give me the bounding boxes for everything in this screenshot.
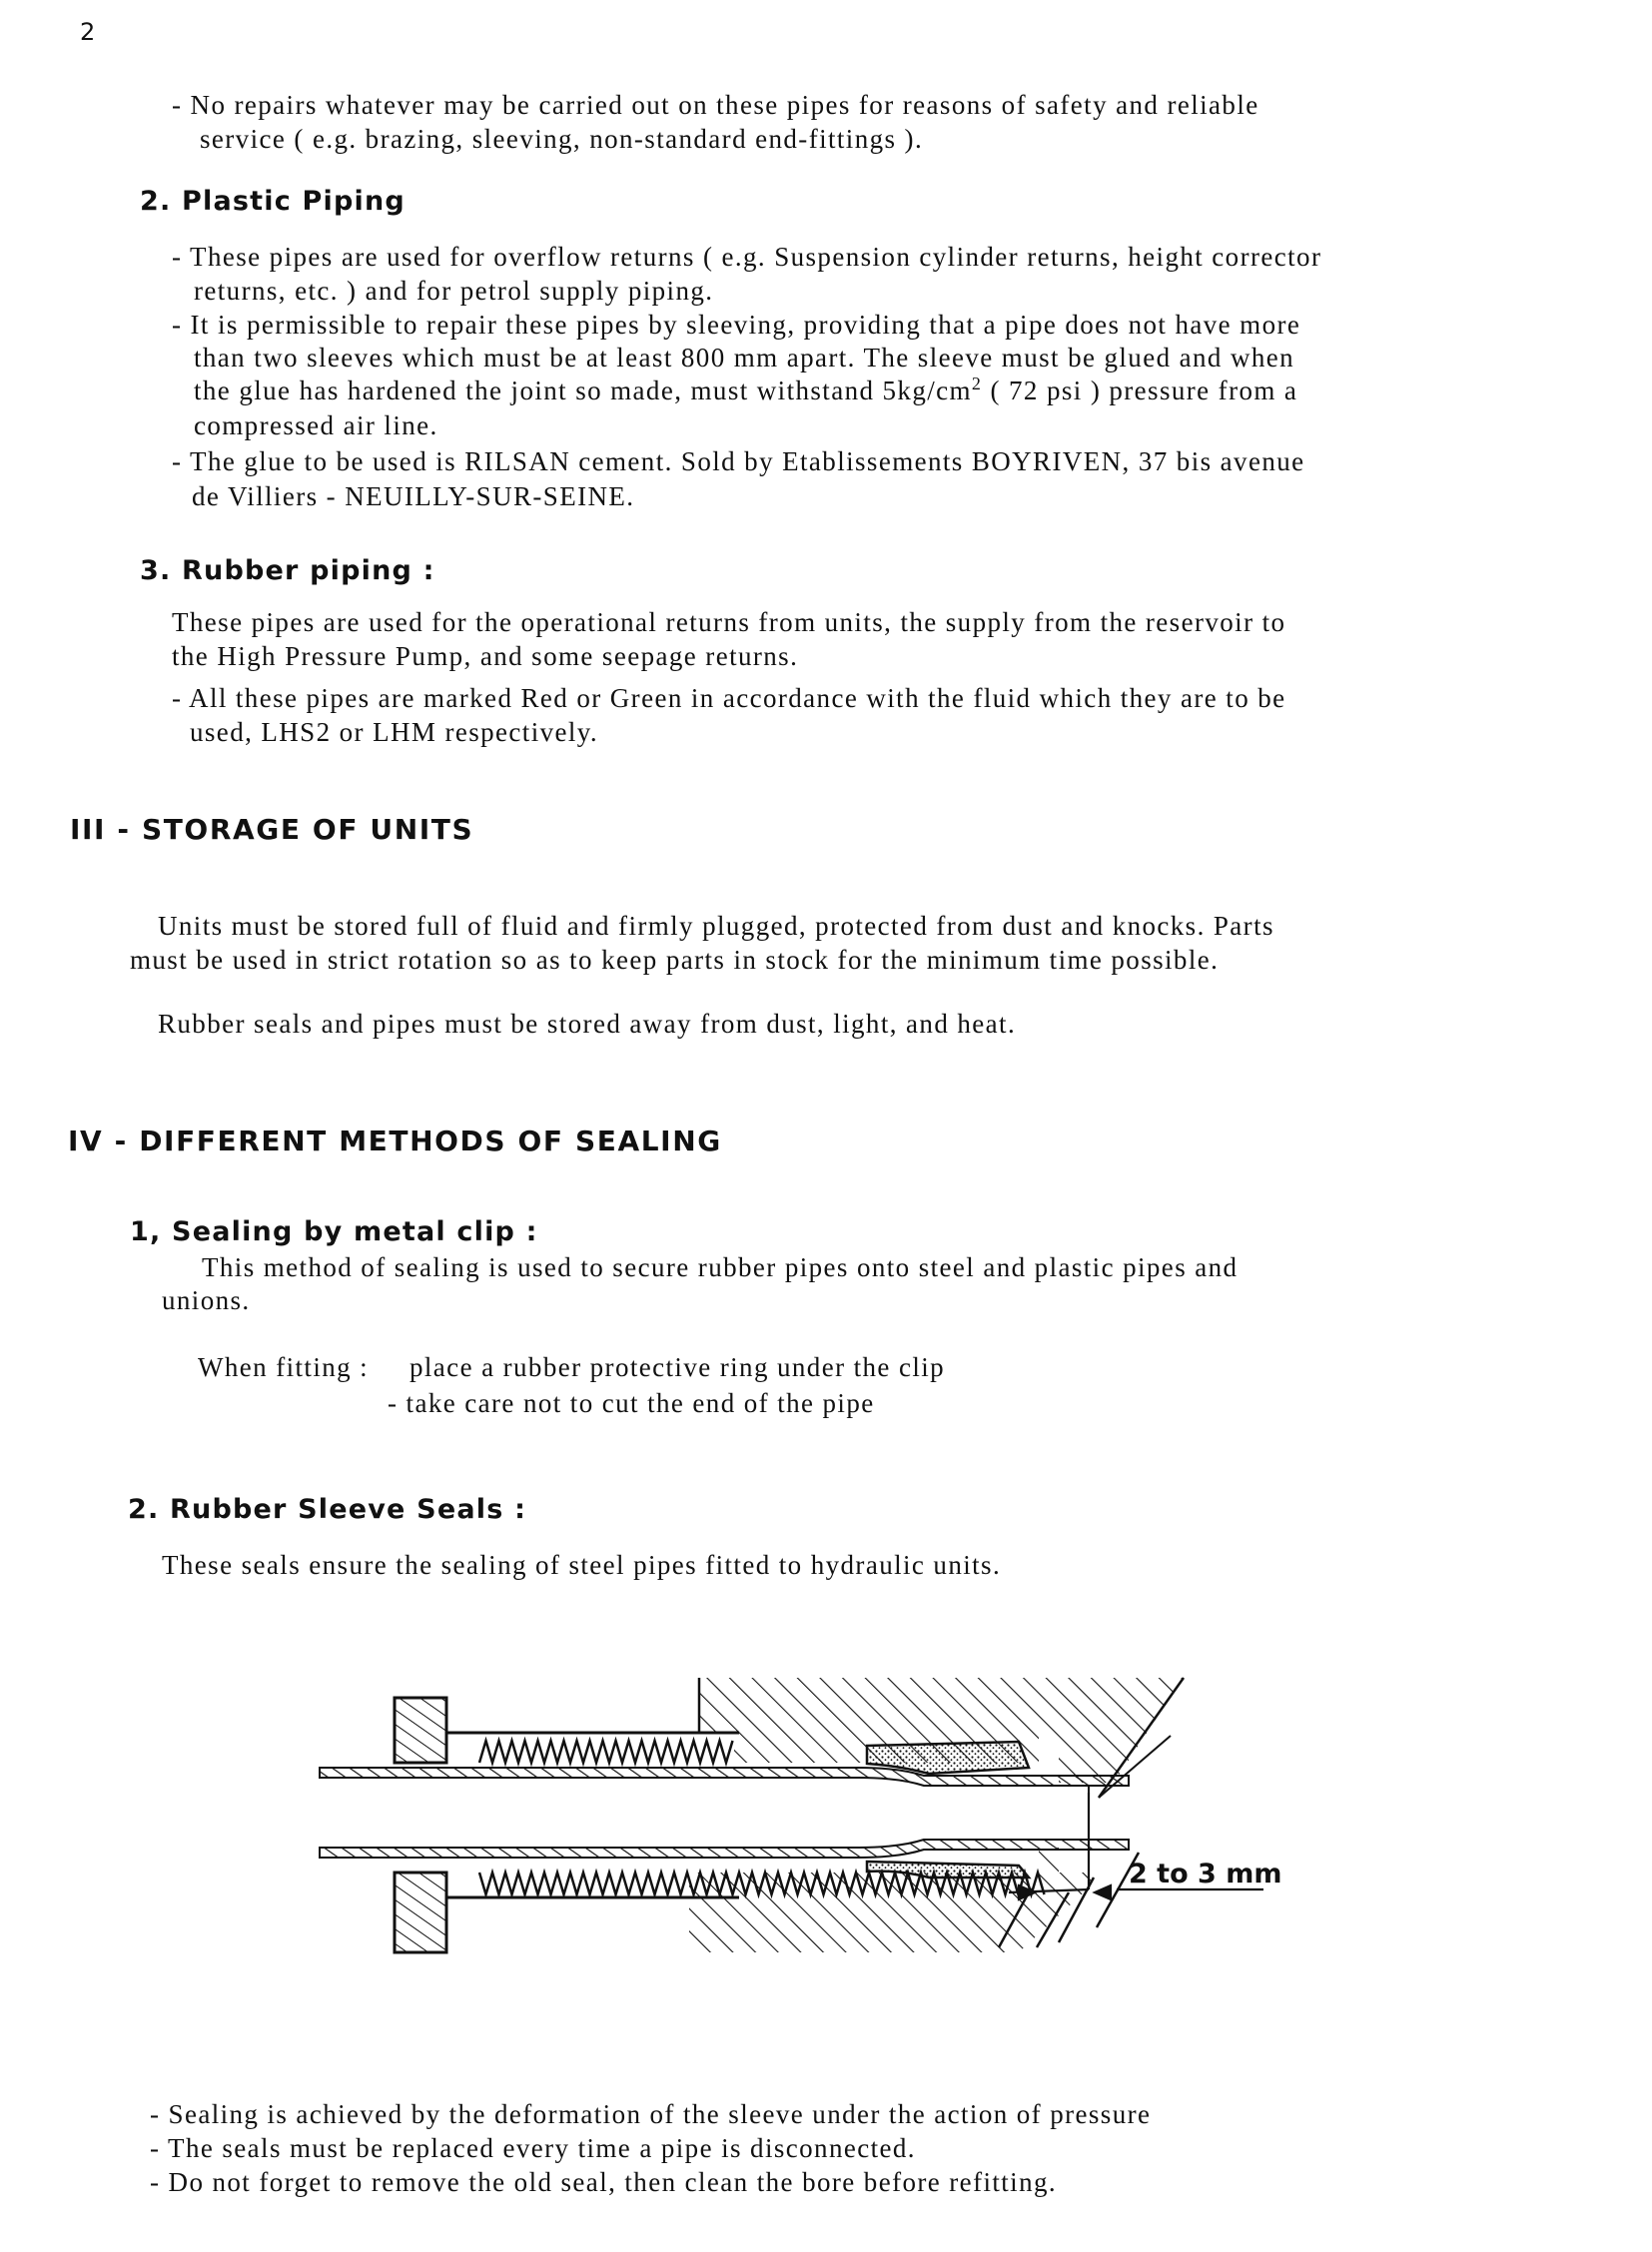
plastic-piping-heading: 2. Plastic Piping (140, 186, 406, 217)
plastic-bullet-line: - The glue to be used is RILSAN cement. Sold by Etablissements BOYRIVEN, 37 bis avenue (172, 446, 1305, 476)
rubber-paragraph-line: the High Pressure Pump, and some seepage returns. (172, 641, 799, 671)
dimension-label: 2 to 3 mm (1129, 1859, 1282, 1889)
plastic-bullet-line: - It is permissible to repair these pipes by sleeving, providing that a pipe does not have more (172, 310, 1301, 340)
fitting-item: - take care not to cut the end of the pipe (388, 1388, 875, 1418)
sleeve-note: - The seals must be replaced every time a pipe is disconnected. (150, 2133, 916, 2163)
sleeve-note: - Sealing is achieved by the deformation of the sleeve under the action of pressure (150, 2099, 1152, 2129)
plastic-bullet-line: de Villiers - NEUILLY-SUR-SEINE. (192, 481, 635, 511)
storage-paragraph-line: Rubber seals and pipes must be stored away from dust, light, and heat. (158, 1009, 1017, 1039)
rubber-bullet-line: - All these pipes are marked Red or Green in accordance with the fluid which they are to be (172, 683, 1286, 713)
sleeve-seals-heading: 2. Rubber Sleeve Seals : (128, 1494, 527, 1525)
page-number: 2 (80, 18, 96, 46)
sleeve-seals-paragraph: These seals ensure the sealing of steel pipes fitted to hydraulic units. (162, 1550, 1002, 1580)
plastic-bullet-line: returns, etc. ) and for petrol supply piping. (194, 276, 714, 306)
storage-heading: III - STORAGE OF UNITS (70, 813, 474, 846)
rubber-sleeve-seal (867, 1742, 1029, 1877)
fitting-label: When fitting : (198, 1352, 370, 1382)
union-nut-upper (395, 1698, 739, 1763)
plastic-bullet-line: - These pipes are used for overflow returns ( e.g. Suspension cylinder returns, height corrector (172, 242, 1322, 272)
sleeve-note: - Do not forget to remove the old seal, then clean the bore before refitting. (150, 2167, 1058, 2197)
superscript-2: 2 (971, 374, 983, 393)
storage-paragraph-line: Units must be stored full of fluid and firmly plugged, protected from dust and knocks. Parts (158, 911, 1274, 941)
rubber-piping-heading: 3. Rubber piping : (140, 555, 435, 586)
plastic-bullet-line: than two sleeves which must be at least 800 mm apart. The sleeve must be glued and when (194, 343, 1295, 373)
pressure-tail: ( 72 psi ) pressure from a (982, 375, 1298, 405)
steel-bullet-line: - No repairs whatever may be carried out on these pipes for reasons of safety and reliable (172, 90, 1259, 120)
steel-bullet-line: service ( e.g. brazing, sleeving, non-standard end-fittings ). (200, 124, 924, 154)
metal-clip-heading: 1, Sealing by metal clip : (130, 1216, 538, 1247)
fitting-item: place a rubber protective ring under the clip (410, 1352, 946, 1382)
storage-paragraph-line: must be used in strict rotation so as to keep parts in stock for the minimum time possible. (130, 945, 1220, 975)
steel-pipe (320, 1768, 1129, 1858)
plastic-bullet-line: compressed air line. (194, 410, 438, 440)
rubber-paragraph-line: These pipes are used for the operational returns from units, the supply from the reservoir to (172, 607, 1286, 637)
metal-clip-paragraph-line: unions. (162, 1285, 251, 1315)
sealing-heading: IV - DIFFERENT METHODS OF SEALING (68, 1125, 722, 1157)
pressure-text: the glue has hardened the joint so made, must withstand 5kg/cm (194, 375, 972, 405)
rubber-bullet-line: used, LHS2 or LHM respectively. (190, 717, 599, 747)
metal-clip-paragraph-line: This method of sealing is used to secure rubber pipes onto steel and plastic pipes and (202, 1252, 1239, 1282)
